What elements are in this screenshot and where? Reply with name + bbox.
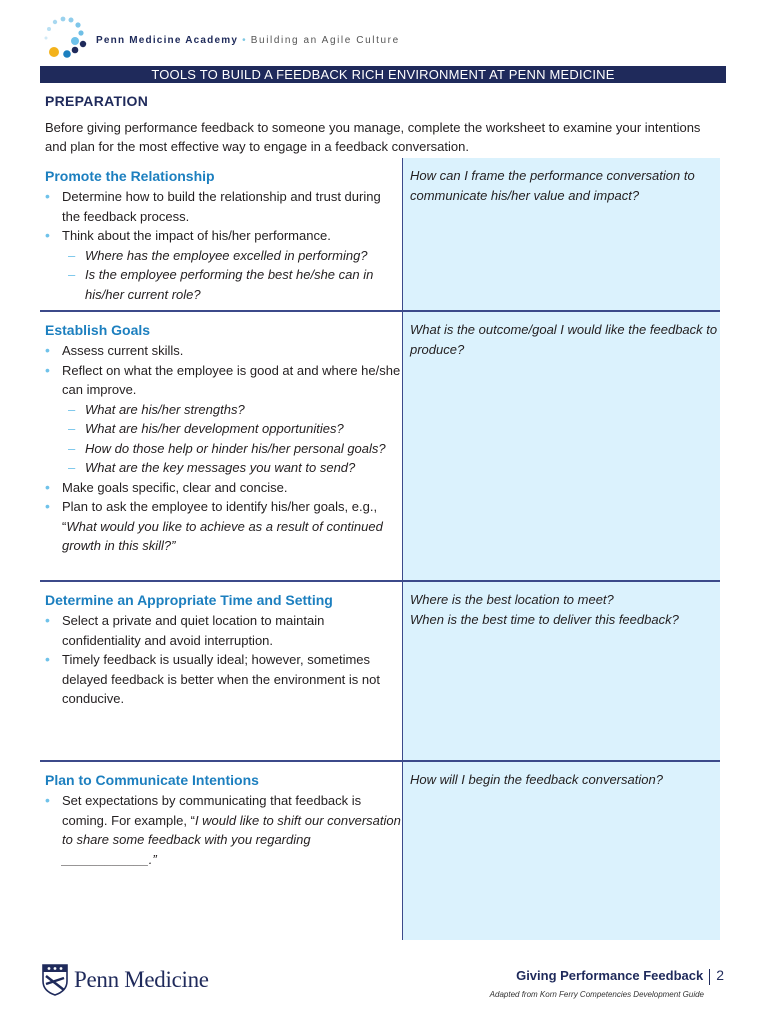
- footer-divider: [709, 969, 710, 985]
- question-prompt: How will I begin the feedback conversation?: [410, 772, 663, 787]
- title-banner: TOOLS TO BUILD A FEEDBACK RICH ENVIRONMENT AT PENN MEDICINE: [40, 66, 726, 83]
- response-area[interactable]: [402, 582, 720, 760]
- academy-tagline: Building an Agile Culture: [250, 35, 400, 46]
- eg-quote: What would you like to achieve as a result of continued growth in this skill?”: [62, 518, 383, 553]
- page-number: 2: [716, 967, 724, 983]
- bullet-text: Think about the impact of his/her performance.: [62, 228, 331, 243]
- document-title: Giving Performance Feedback: [516, 968, 704, 983]
- row-guidance: [40, 312, 402, 556]
- bullet-text: Reflect on what the employee is good at and where he/she can improve.: [62, 362, 401, 397]
- bullet-item: • Timely feedback is usually ideal; however, sometimes delayed feedback is better when the environment is not conducive.: [45, 650, 402, 709]
- logo-text: Penn Medicine: [74, 967, 209, 992]
- row-guidance: [40, 762, 402, 869]
- bullet-item: [45, 226, 402, 304]
- sub-item: – What are his/her development opportunities?: [62, 419, 402, 439]
- penn-medicine-logo: [42, 964, 209, 996]
- bullet-item: [45, 497, 402, 556]
- row-title: Establish Goals: [45, 322, 151, 338]
- worksheet-row: [40, 158, 720, 312]
- bullet-item: • Make goals specific, clear and concise.: [45, 478, 402, 498]
- bullet-text: Set expectations by communicating that feedback is coming. For example, “: [62, 793, 362, 828]
- response-area[interactable]: [402, 762, 720, 940]
- worksheet-table: [40, 158, 720, 940]
- row-title: Plan to Communicate Intentions: [45, 772, 259, 788]
- worksheet-row: [40, 762, 720, 940]
- bullet-item: • Determine how to build the relationship and trust during the feedback process.: [45, 187, 402, 226]
- response-area[interactable]: [402, 312, 720, 580]
- worksheet-row: [40, 312, 720, 582]
- sub-item: – How do those help or hinder his/her personal goals?: [62, 439, 402, 459]
- row-guidance: [40, 158, 402, 304]
- question-prompt: Where is the best location to meet?: [410, 592, 614, 607]
- question-prompt: What is the outcome/goal I would like the feedback to produce?: [410, 322, 718, 357]
- bullet-item: [45, 361, 402, 478]
- bullet-text: Plan to ask the employee to identify his/her goals,: [62, 499, 349, 514]
- worksheet-row: [40, 582, 720, 762]
- eg-prefix: e.g., “: [62, 499, 378, 534]
- footer-title: [516, 967, 724, 985]
- shield-icon: [42, 964, 68, 996]
- bullet-item: [45, 791, 402, 869]
- sub-item: – What are his/her strengths?: [62, 400, 402, 420]
- bullet-item: • Assess current skills.: [45, 341, 402, 361]
- header-separator: •: [242, 35, 247, 46]
- sub-item: – Where has the employee excelled in performing?: [62, 246, 402, 266]
- row-title: Promote the Relationship: [45, 168, 215, 184]
- academy-dots-logo: [42, 14, 90, 60]
- section-heading: PREPARATION: [45, 93, 149, 109]
- row-guidance: [40, 582, 402, 709]
- academy-header: [96, 35, 400, 46]
- intro-paragraph: Before giving performance feedback to someone you manage, complete the worksheet to examine your intentions and plan for the most effective way to engage in a feedback conversation.: [45, 120, 701, 154]
- bullet-quote: I would like to shift our conversation to share some feedback with you regarding ____________.”: [62, 812, 401, 867]
- question-prompt: When is the best time to deliver this feedback?: [410, 612, 679, 627]
- question-prompt: How can I frame the performance conversation to communicate his/her value and impact?: [410, 168, 695, 203]
- sub-item: – What are the key messages you want to send?: [62, 458, 402, 478]
- bullet-item: • Select a private and quiet location to maintain confidentiality and avoid interruption.: [45, 611, 402, 650]
- attribution: Adapted from Korn Ferry Competencies Development Guide: [489, 990, 704, 999]
- sub-item: – Is the employee performing the best he/she can in his/her current role?: [62, 265, 402, 304]
- academy-name: Penn Medicine Academy: [96, 35, 239, 46]
- response-area[interactable]: [402, 158, 720, 310]
- row-title: Determine an Appropriate Time and Setting: [45, 592, 333, 608]
